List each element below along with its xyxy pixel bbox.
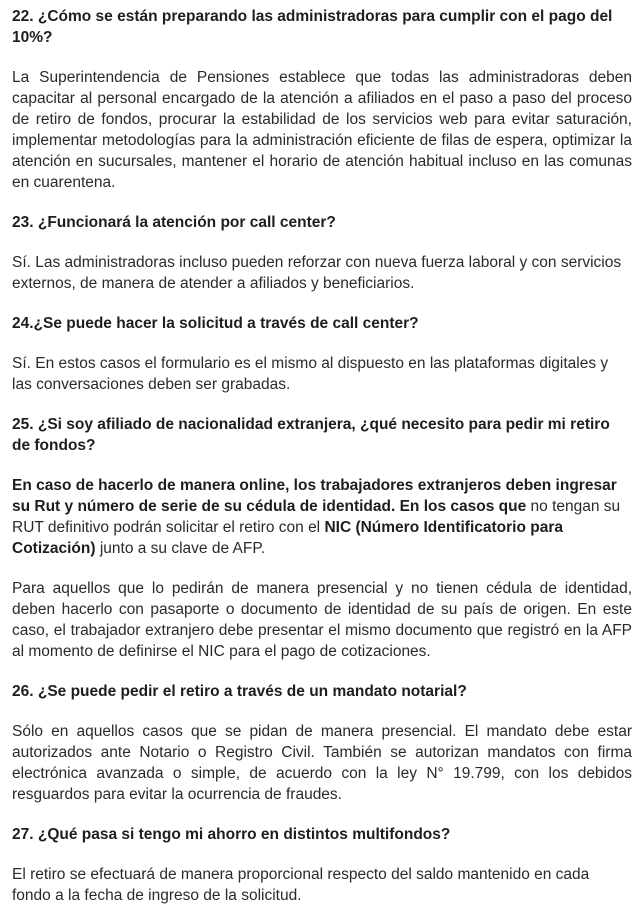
faq-answer-25-presencial: Para aquellos que lo pedirán de manera presencial y no tienen cédula de identidad, deben hacerlo con pasaporte o documento de identidad de su país de origen. En este caso, el trabajador extranjero debe presentar el mismo documento que registró en la AFP al momento de definirse el NIC para el pago de cotizaciones. bbox=[12, 580, 632, 660]
faq-answer-25-online bbox=[12, 475, 632, 559]
faq-answer-24: Sí. En estos casos el formulario es el mismo al dispuesto en las plataformas digitales y las conversaciones deben ser grabadas. bbox=[12, 355, 609, 393]
faq-answer-25-bold-lead: En caso de hacerlo de manera online, los trabajadores extranjeros deben ingresar su Rut y número de serie de su cédula de identidad. En los casos que bbox=[12, 477, 617, 515]
faq-answer-25-text-2: junto a su clave de AFP. bbox=[95, 540, 265, 557]
faq-question-25: 25. ¿Si soy afiliado de nacionalidad extranjera, ¿qué necesito para pedir mi retiro de fondos? bbox=[12, 416, 610, 454]
faq-question-27: 27. ¿Qué pasa si tengo mi ahorro en distintos multifondos? bbox=[12, 826, 451, 843]
faq-answer-25-text-1: no tengan su RUT definitivo podrán solicitar el retiro con el bbox=[12, 498, 621, 536]
faq-answer-25-nic: NIC (Número Identificatorio para Cotización) bbox=[12, 519, 563, 557]
faq-question-23: 23. ¿Funcionará la atención por call center? bbox=[12, 214, 336, 231]
faq-answer-27: El retiro se efectuará de manera proporcional respecto del saldo mantenido en cada fondo a la fecha de ingreso de la solicitud. bbox=[12, 866, 590, 904]
faq-answer-23: Sí. Las administradoras incluso pueden reforzar con nueva fuerza laboral y con servicios externos, de manera de atender a afiliados y beneficiarios. bbox=[12, 254, 622, 292]
faq-answer-26: Sólo en aquellos casos que se pidan de manera presencial. El mandato debe estar autorizados ante Notario o Registro Civil. También se autorizan mandatos con firma electrónica avanzada o simple, de acuerdo con la ley N° 19.799, con los debidos resguardos para evitar la ocurrencia de fraudes. bbox=[12, 723, 632, 803]
faq-answer-22: La Superintendencia de Pensiones establece que todas las administradoras deben capacitar al personal encargado de la atención a afiliados en el paso a paso del proceso de retiro de fondos, procurar la estabilidad de los servicios web para evitar saturación, implementar metodologías para la administración eficiente de filas de espera, optimizar la atención en sucursales, mantener el horario de atención habitual incluso en las comunas en cuarentena. bbox=[12, 69, 632, 191]
faq-question-24: 24.¿Se puede hacer la solicitud a través de call center? bbox=[12, 315, 419, 332]
faq-question-22: 22. ¿Cómo se están preparando las administradoras para cumplir con el pago del 10%? bbox=[12, 8, 613, 46]
faq-question-26: 26. ¿Se puede pedir el retiro a través de un mandato notarial? bbox=[12, 683, 467, 700]
